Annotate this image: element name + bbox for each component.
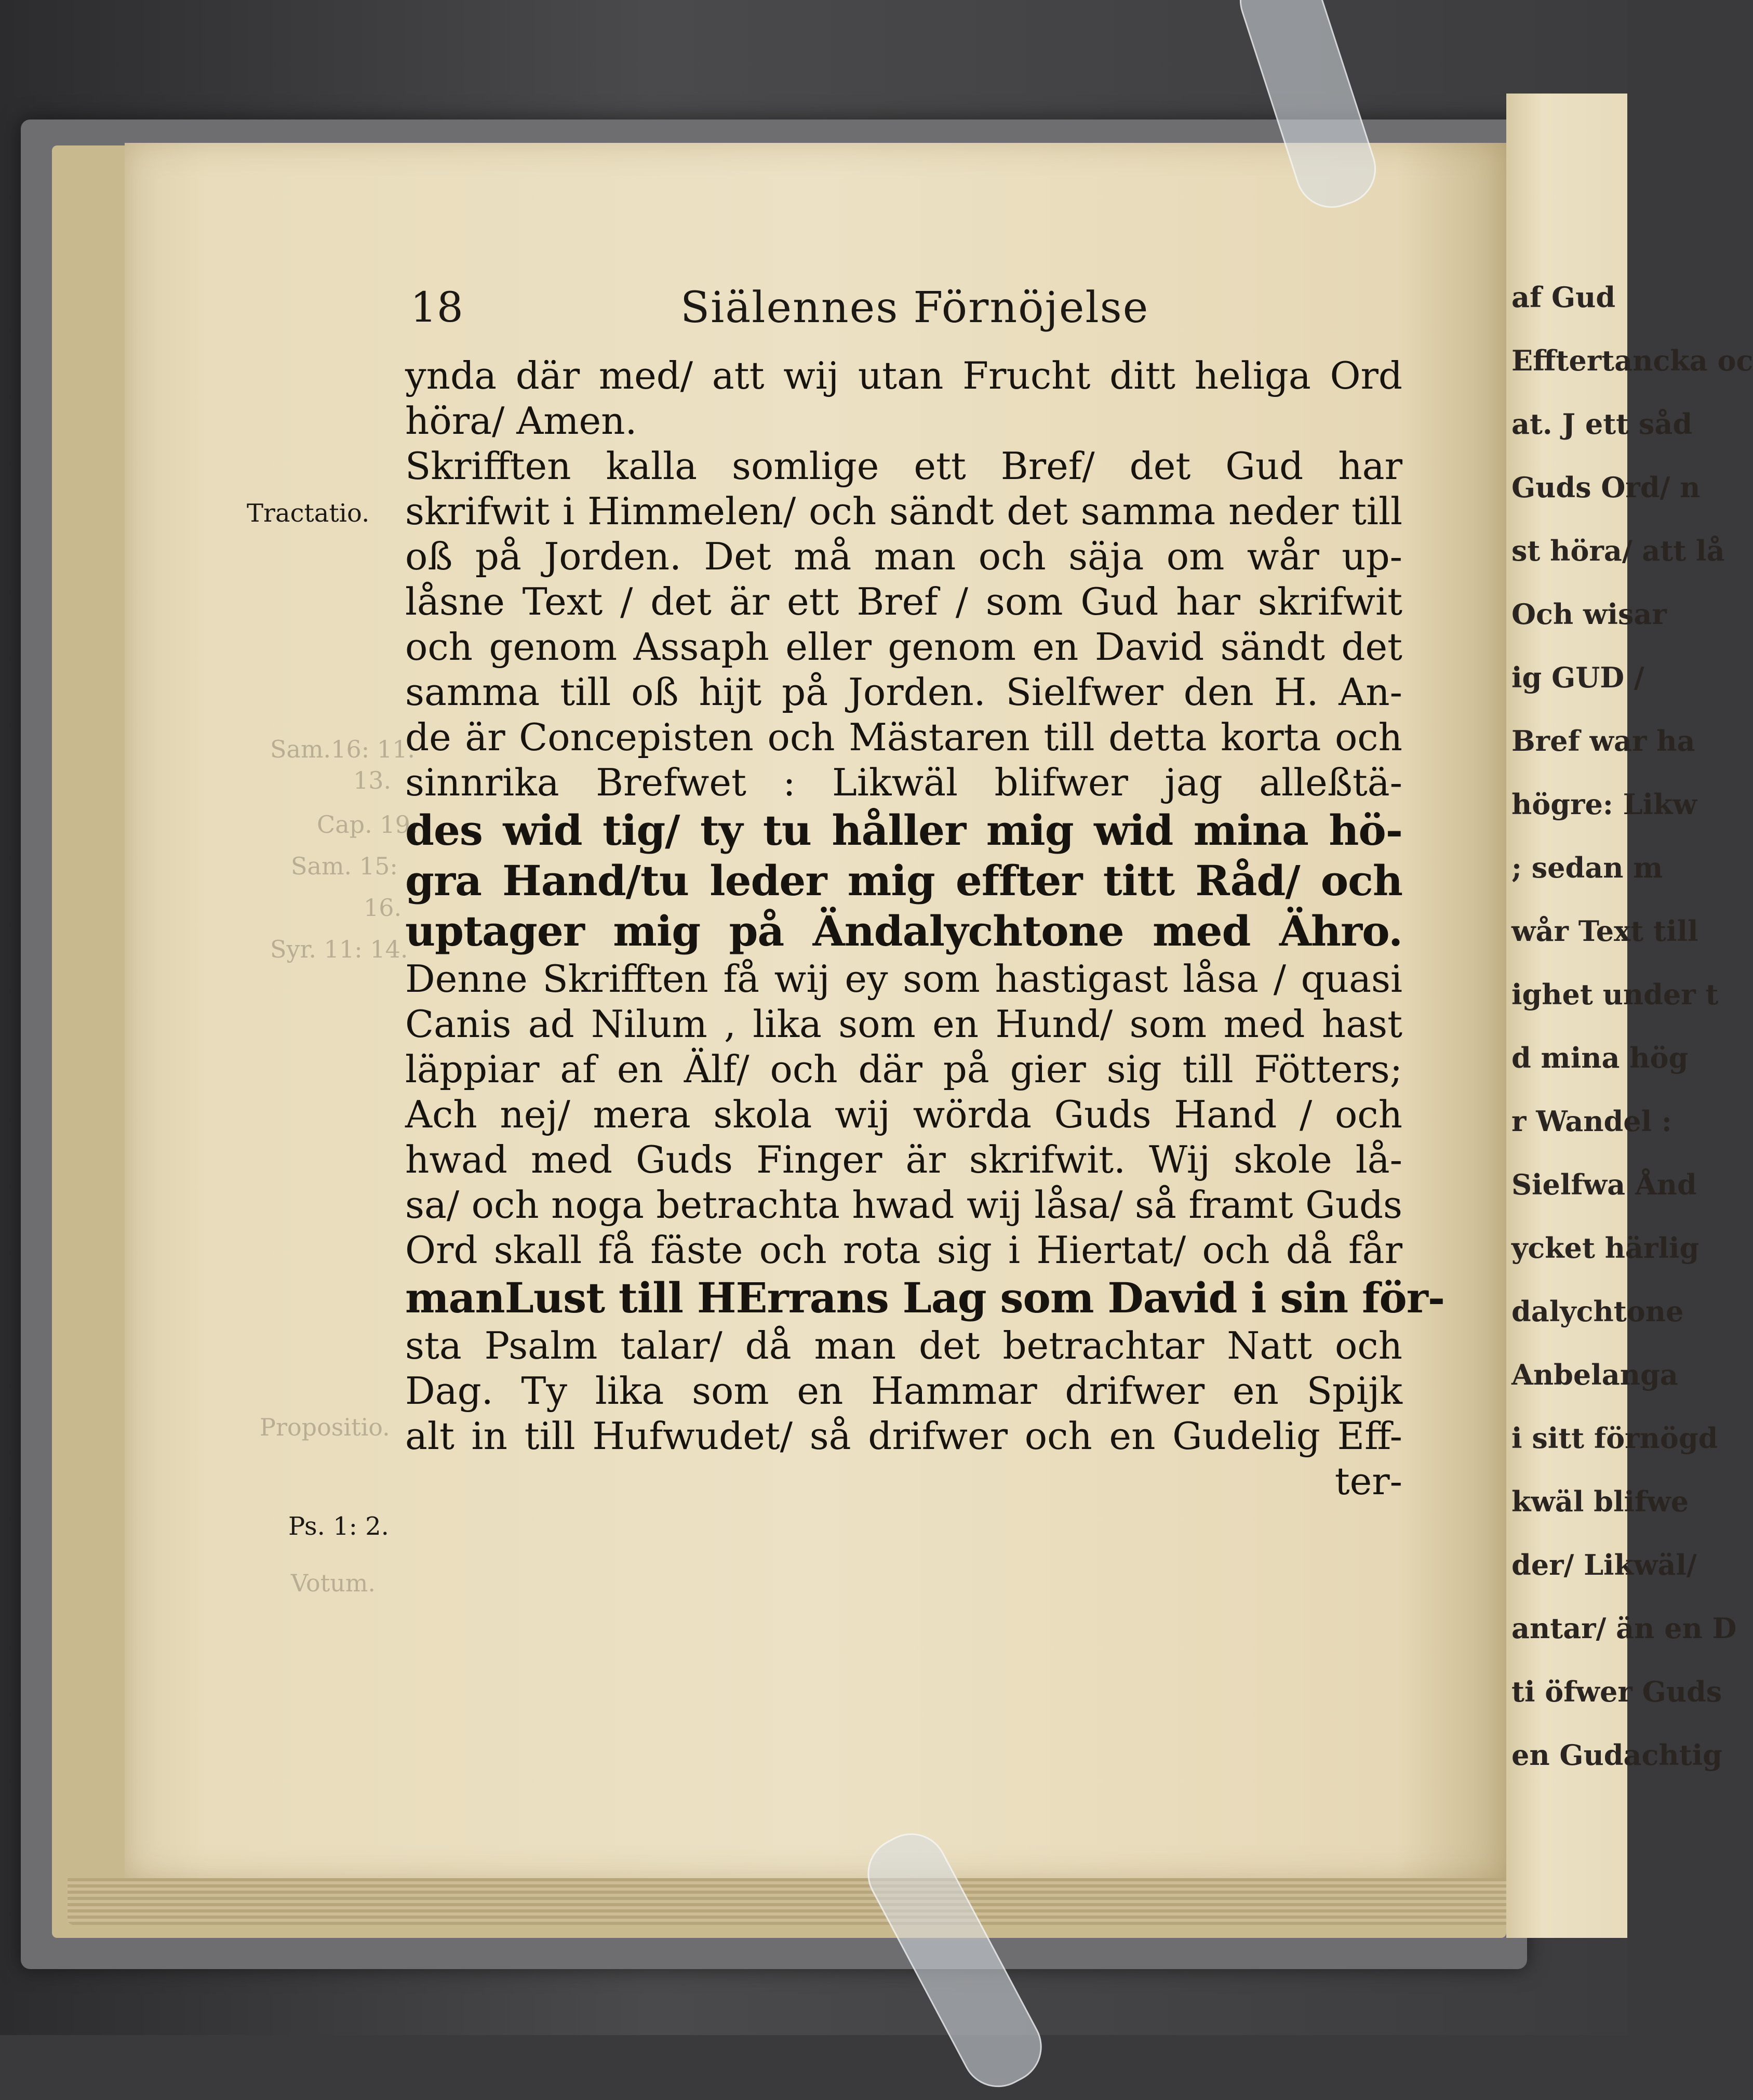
facing-page-line: Och wisar xyxy=(1511,597,1667,631)
facing-page-line: Sielfwa Ånd xyxy=(1511,1168,1697,1201)
facing-page-line: r Wandel : xyxy=(1511,1105,1672,1138)
facing-page-line: at. J ett såd xyxy=(1511,407,1693,441)
text-line: höra/ Amen. xyxy=(405,399,637,443)
facing-page-line: ; sedan m xyxy=(1511,851,1663,884)
facing-page-line: Anbelanga xyxy=(1511,1358,1678,1391)
text-line: oß på Jorden. Det må man och säja om wår up- xyxy=(405,535,1402,578)
running-head xyxy=(410,283,1397,335)
text-line: alt in till Hufwudet/ så drifwer och en Gudelig Eff- xyxy=(405,1414,1402,1458)
text-line: Ach nej/ mera skola wij wörda Guds Hand / och xyxy=(405,1093,1402,1136)
text-line: hwad med Guds Finger är skrifwit. Wij skole lå- xyxy=(405,1138,1402,1181)
ghost-note: Propositio. xyxy=(260,1413,390,1441)
facing-page-line: wår Text till xyxy=(1511,914,1698,948)
text-line: Dag. Ty lika som en Hammar drifwer en Spijk xyxy=(405,1369,1402,1413)
text-line: ynda där med/ att wij utan Frucht ditt heliga Ord xyxy=(405,354,1402,397)
text-line: läppiar af en Älf/ och där på gier sig till Fötters; xyxy=(405,1047,1402,1091)
text-line: uptager mig på Ändalychtone med Ähro. xyxy=(405,907,1402,955)
text-line: Skrifften kalla somlige ett Bref/ det Gud har xyxy=(405,444,1402,488)
page-number: 18 xyxy=(410,283,463,331)
catchword: ter- xyxy=(1334,1459,1402,1503)
page-edges xyxy=(68,1878,1511,1925)
text-line: des wid tig/ ty tu håller mig wid mina hö- xyxy=(405,806,1402,855)
running-title: Siälennes Förnöjelse xyxy=(680,283,1149,333)
ghost-note: 13. xyxy=(353,766,392,794)
facing-page-line: högre: Likw xyxy=(1511,788,1697,821)
text-line: gra Hand/tu leder mig effter titt Råd/ och xyxy=(405,856,1402,905)
text-line: Ord skall få fäste och rota sig i Hiertat/ och då får xyxy=(405,1228,1402,1272)
facing-page-line: Efftertancka oc xyxy=(1511,344,1753,377)
text-line: och genom Assaph eller genom en David sändt det xyxy=(405,625,1402,669)
facing-page-line: Guds Ord/ n xyxy=(1511,471,1701,504)
text-line: manLust till HErrans Lag som David i sin för- xyxy=(405,1273,1445,1322)
facing-page-line: af Gud xyxy=(1511,281,1616,314)
text-line: Canis ad Nilum , lika som en Hund/ som med hast xyxy=(405,1002,1402,1046)
ghost-note: Votum. xyxy=(291,1569,376,1597)
margin-note-tractatio: Tractatio. xyxy=(247,499,370,528)
ghost-note: 16. xyxy=(364,894,402,922)
facing-page-line: en Gudachtig xyxy=(1511,1738,1722,1772)
facing-page-line: Bref war ha xyxy=(1511,724,1695,757)
facing-page-line: d mina hög xyxy=(1511,1041,1689,1074)
facing-page-line: antar/ än en D xyxy=(1511,1612,1737,1645)
facing-page-line: i sitt förnögd xyxy=(1511,1421,1718,1455)
margin-note-psalm: Ps. 1: 2. xyxy=(288,1512,389,1541)
text-line: låsne Text / det är ett Bref / som Gud har skrifwit xyxy=(405,580,1402,623)
ghost-note: Syr. 11: 14. xyxy=(270,935,408,963)
ghost-note: Cap. 19: xyxy=(317,810,419,839)
facing-page-line: dalychtone xyxy=(1511,1295,1684,1328)
facing-page xyxy=(1506,94,1753,1938)
text-line: Denne Skrifften få wij ey som hastigast låsa / quasi xyxy=(405,957,1402,1001)
facing-page-line: ti öfwer Guds xyxy=(1511,1675,1722,1708)
facing-page-line: der/ Likwäl/ xyxy=(1511,1548,1697,1581)
facing-page-line: st höra/ att lå xyxy=(1511,534,1725,567)
text-line: sinnrika Brefwet : Likwäl blifwer jag alleßtä- xyxy=(405,761,1402,804)
facing-page-line: ycket härlig xyxy=(1511,1231,1700,1265)
text-line: skrifwit i Himmelen/ och sändt det samma neder till xyxy=(405,489,1402,533)
text-line: samma till oß hijt på Jorden. Sielfwer den H. An- xyxy=(405,670,1402,714)
facing-page-line: kwäl blifwe xyxy=(1511,1485,1689,1518)
text-line: sa/ och noga betrachta hwad wij låsa/ så framt Guds xyxy=(405,1183,1402,1227)
text-line: de är Concepisten och Mästaren till detta korta och xyxy=(405,715,1402,759)
body-text xyxy=(405,353,1445,1504)
text-line: sta Psalm talar/ då man det betrachtar Natt och xyxy=(405,1324,1402,1367)
facing-page-line: ig GUD / xyxy=(1511,661,1644,694)
facing-page-line: ighet under t xyxy=(1511,978,1719,1011)
ghost-note: Sam. 15: xyxy=(291,852,398,880)
ghost-note: Sam.16: 11. xyxy=(270,735,415,763)
